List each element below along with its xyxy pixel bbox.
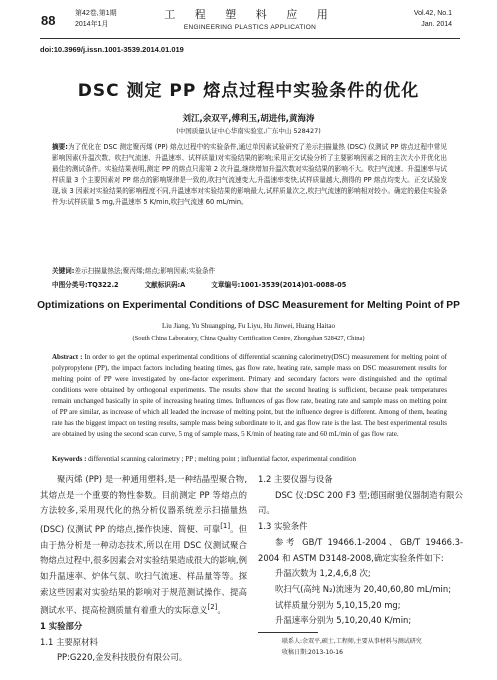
condition-sample-mass: 试样质量分别为 5,10,15,20 mg; — [275, 599, 401, 610]
classification-cn — [52, 279, 447, 289]
journal-title-cn: 工 程 塑 料 应 用 — [164, 8, 336, 21]
doi: doi:10.3969/j.issn.1001-3539.2014.01.019 — [40, 45, 184, 54]
intro-text-cont: 。但由于热分析是一种动态技术,所以在用 DSC 仪测试聚合物熔点过程中,很多因素会对实验结果造成很大的影响,例如升温速率、炉体气氛、吹扫气流速、样品量等等。探索这些因素对实验结果的影响对于规范测试操作、提高测试水平、提高检测质量有着重大的实际意义 — [40, 523, 247, 616]
abstract-cn-label: 摘要: — [52, 143, 68, 151]
document-code: 文献标识码:A — [144, 281, 186, 289]
volume-issue-cn: 第42卷,第1期 — [75, 10, 117, 17]
abstract-en-label: Abstract : — [52, 353, 83, 361]
page-header — [0, 0, 497, 44]
section-1-1-heading: 1.1 主要原材料 — [40, 636, 98, 647]
body-right-column — [258, 472, 463, 629]
header-right — [414, 8, 452, 30]
materials-pp: PP:G220,金发科技股份有限公司。 — [57, 652, 188, 663]
footnote-received: 收稿日期:2013-10-16 — [282, 649, 343, 656]
header-left — [75, 8, 117, 30]
footnote-rule — [258, 632, 318, 633]
keywords-en — [52, 455, 447, 463]
section-1-2-heading: 1.2 主要仪器与设备 — [258, 474, 333, 484]
affiliation-en: (South China Laboratory, China Quality Certification Centre, Zhongshan 528427, China) — [132, 335, 365, 342]
section-1-heading: 1 实验部分 — [40, 620, 83, 631]
keywords-en-label: Keywords : — [52, 455, 87, 463]
intro-text: 聚丙烯 (PP) 是一种通用塑料,是一种结晶型聚合物,其熔点是一个重要的物性参数。目前测定 PP 等熔点的方法较多,采用现代化的热分析仪器系统差示扫描量热 (DSC) 仪测试 PP 的熔点,操作快速、简便、可靠 — [40, 474, 247, 534]
date-cn: 2014年1月 — [75, 21, 109, 28]
date-en: Jan. 2014 — [421, 21, 452, 28]
keywords-cn-text: 差示扫描量热法;聚丙烯;熔点;影响因素;实验条件 — [74, 267, 216, 275]
page-number: 88 — [41, 13, 56, 28]
keywords-cn-label: 关键词: — [52, 267, 75, 275]
header-rule — [40, 38, 460, 39]
abstract-en — [52, 352, 447, 440]
condition-heat-times: 升温次数为 1,2,4,6,8 次; — [275, 568, 371, 579]
article-number: 文章编号:1001-3539(2014)01-0088-05 — [211, 281, 347, 289]
abstract-en-text: In order to get the optimal experimental conditions of differential scanning calorimetry(DSC) measurement for melting point of polypropylene (PP), the impact factors including heating times, gas flow rate, heating rate, sample mass on DSC measurement results for melting point of PP were investigated by one-factor experiment. Primary and secondary factors were distinguished and the optimal conditions were obtained by orthogonal experiments. The results show that the second heating is sufficient, because peak temperatures remain unchanged basically in spite of increasing heating times. Influences of gas flow rate, heating rate and sample mass on melting point of PP are similar, as increase of which all leaded the increase of melting point, but the influence degree is different. Among of them, heating rate has the biggest impact on testing results, sample mass being subordinate to it, and gas flow rate is the last. The best experimental results are obtained by using the second scan curve, 5 mg of sample mass, 5 K/min of heating rate and 60 mL/min of gas flow rate. — [52, 353, 448, 438]
condition-gas-flow: 吹扫气(高纯 N₂)流速为 20,40,60,80 mL/min; — [275, 583, 452, 594]
equipment-dsc: DSC 仪:DSC 200 F3 型;德国耐驰仪器制造有限公司。 — [258, 489, 463, 516]
keywords-en-text: differential scanning calorimetry ; PP ; melting point ; influential factor, experimental condition — [88, 455, 356, 463]
condition-heat-rate: 升温速率分别为 5,10,20,40 K/min; — [275, 615, 412, 626]
abstract-cn — [52, 142, 447, 209]
intro-text-end: 。 — [217, 605, 226, 616]
title-cn: DSC 测定 PP 熔点过程中实验条件的优化 — [77, 81, 420, 101]
authors-cn: 刘江,余双平,傅利玉,胡进伟,黄海涛 — [182, 114, 315, 124]
test-standards: 参考 GB/T 19466.1-2004、GB/T 19466.3-2004 和 ASTM D3148-2008,确定实验条件如下: — [258, 536, 463, 563]
title-en: Optimizations on Experimental Conditions of DSC Measurement for Melting Point of PP — [37, 300, 460, 311]
footnote — [282, 636, 462, 658]
journal-title-en: ENGINEERING PLASTICS APPLICATION — [183, 24, 317, 31]
authors-en: Liu Jiang, Yu Shuangping, Fu Liyu, Hu Jinwei, Huang Haitao — [162, 322, 335, 330]
section-1-3-heading: 1.3 实验条件 — [258, 521, 308, 532]
volume-issue-en: Vol.42, No.1 — [413, 10, 452, 17]
header-center — [150, 6, 350, 31]
keywords-cn — [52, 265, 447, 275]
intro-paragraph — [40, 472, 247, 619]
clc-number: 中图分类号:TQ322.2 — [52, 281, 119, 289]
body-left-column — [40, 472, 247, 666]
footnote-contact: 联系人:余双平,硕士,工程师,主要从事材料与测试研究 — [282, 638, 422, 645]
citation-2: [2] — [207, 603, 218, 612]
affiliation-cn: (中国质量认证中心华南实验室,广东中山 528427) — [176, 127, 321, 135]
citation-1: [1] — [220, 522, 231, 531]
abstract-cn-text: 为了优化在 DSC 测定聚丙烯 (PP) 熔点过程中的实验条件,通过单因素试验研究了差示扫描量热 (DSC) 仪测试 PP 熔点过程中常见影响因素(升温次数、吹扫气流速、升温速率、试样质量)对实验结果的影响;采用正交试验分析了主要影响因素之间的主次大小并优化出最佳的测试条件。实验结果表明,测定 PP 的熔点只需第 2 次升温,继续增加升温次数对实验结果的影响不大。吹扫气流速、升温速率与试样质量 3 个主要因素对 PP 熔点的影响规律是一致的,吹扫气流速变大,升温速率变快,试样质量越大,测得的 PP 熔点均变大。正交试验发现,该 3 因素对实验结果的影响程度不同,升温速率对实验结果的影响最大,试样质量次之,吹扫气流速的影响相对较小。确定的最佳实验条件为:试样质量 5 mg,升温速率 5 K/min,吹扫气流速 60 mL/min。 — [52, 143, 447, 207]
